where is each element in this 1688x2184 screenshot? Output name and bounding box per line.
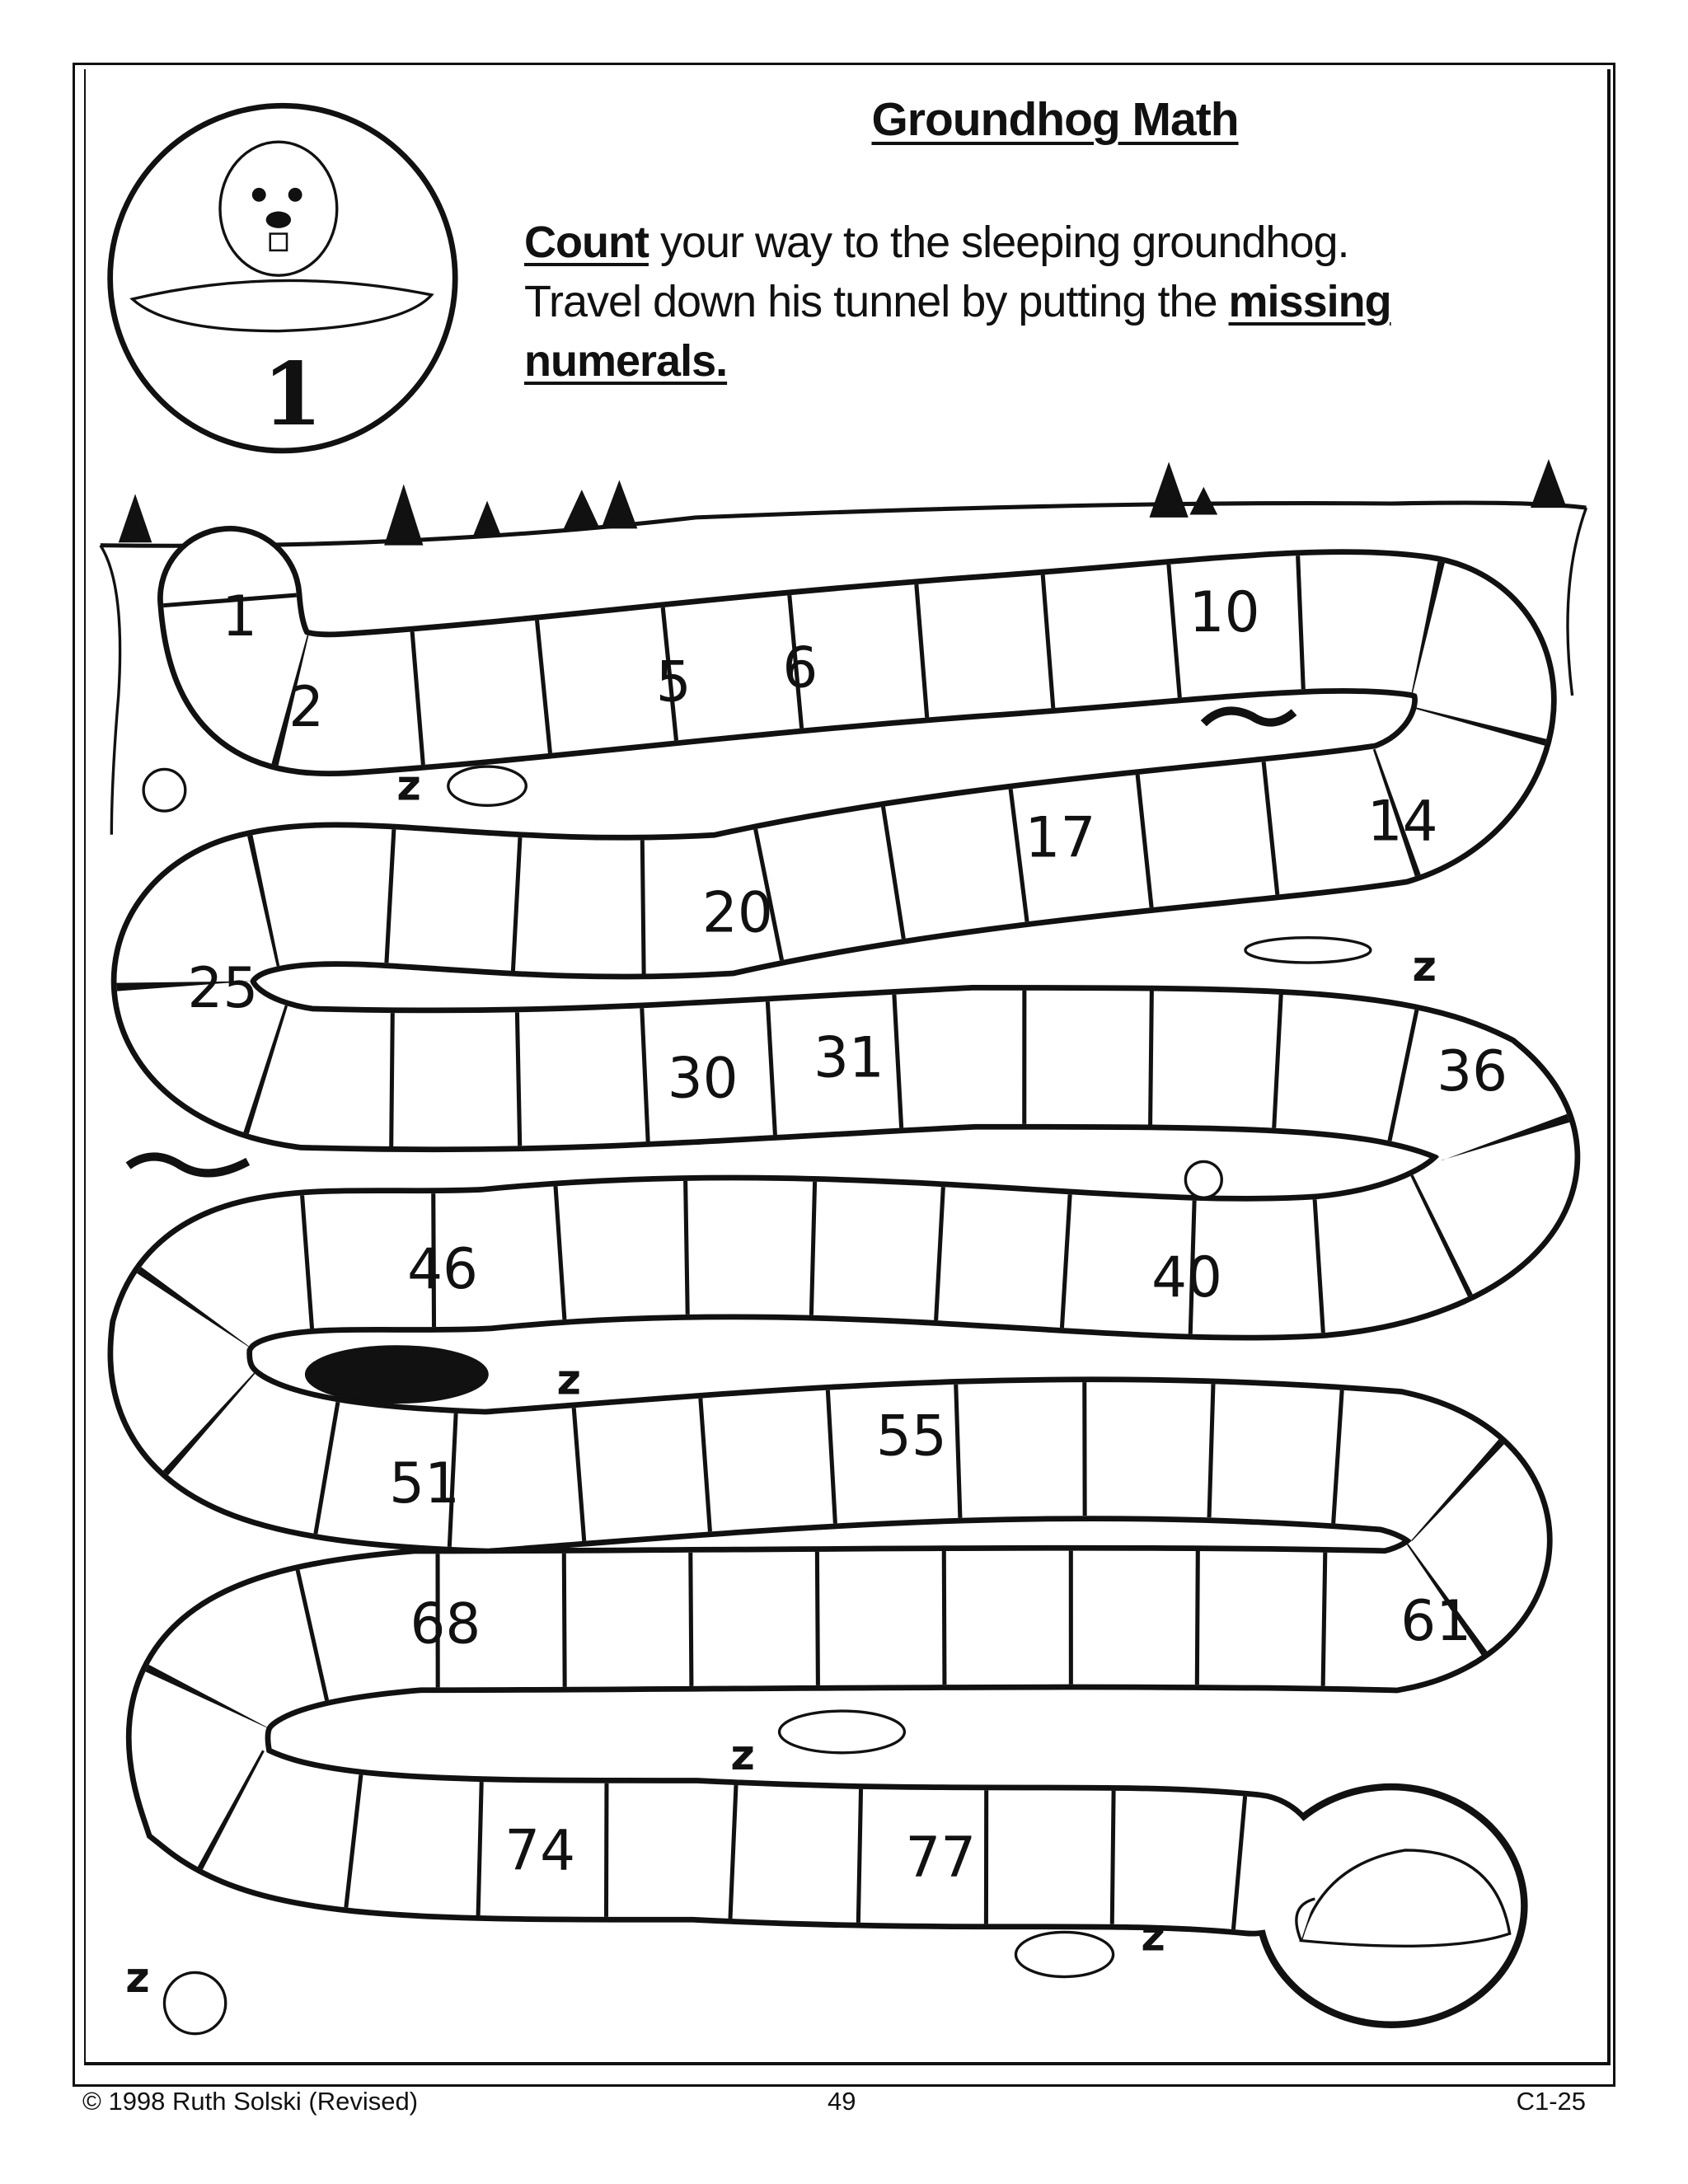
svg-text:z: z	[125, 1953, 150, 2003]
cell-number: 68	[410, 1591, 481, 1657]
cell-number: 17	[1025, 804, 1096, 870]
cell-number: 10	[1189, 579, 1260, 645]
rat-icon	[780, 1711, 905, 1753]
worksheet-title: Groundhog Math	[871, 93, 1239, 146]
svg-text:z: z	[556, 1355, 581, 1404]
cell-number: 31	[813, 1024, 884, 1090]
badge-number: 1	[262, 343, 323, 445]
cell-number: 55	[875, 1403, 947, 1469]
instruction-line2: Travel down his tunnel by putting the	[524, 277, 1229, 326]
cell-number: 14	[1367, 788, 1438, 854]
svg-text:z: z	[1412, 941, 1437, 991]
cell-number: 25	[187, 954, 259, 1020]
instruction-line1: your way to the sleeping groundhog.	[648, 218, 1349, 267]
snake-icon	[307, 1347, 487, 1403]
footer-copyright: © 1998 Ruth Solski (Revised)	[82, 2087, 419, 2116]
svg-text:z: z	[1141, 1911, 1165, 1961]
worm-icon	[1203, 711, 1294, 724]
cell-number: 2	[288, 673, 325, 739]
instructions	[524, 213, 1596, 391]
cell-number: 40	[1151, 1244, 1223, 1310]
lizard-icon	[1245, 938, 1371, 963]
cell-number: 36	[1437, 1038, 1508, 1104]
worm-icon	[129, 1156, 248, 1173]
cell-number: 77	[905, 1824, 977, 1890]
cell-number: 74	[504, 1817, 576, 1883]
svg-text:z: z	[730, 1731, 755, 1780]
cell-number: 5	[655, 649, 692, 715]
snail-icon	[143, 769, 185, 811]
footer-page-number: 49	[828, 2087, 856, 2116]
snail-icon	[1185, 1161, 1221, 1197]
cell-number: 1	[222, 583, 258, 649]
footer-code: C1-25	[1516, 2087, 1586, 2116]
frog-icon	[1015, 1932, 1113, 1976]
instruction-count-word: Count	[524, 218, 649, 267]
cell-number: 46	[407, 1235, 478, 1301]
cell-number: 61	[1400, 1587, 1472, 1653]
svg-text:z: z	[396, 761, 421, 810]
groundhog-badge	[110, 105, 456, 451]
cell-number: 6	[782, 635, 818, 701]
cell-number: 20	[701, 879, 773, 945]
groundhog-head-icon	[220, 142, 337, 275]
instruction-numerals-word: numerals.	[524, 336, 728, 386]
worm-in-hole-icon	[164, 1972, 225, 2033]
cell-number: 30	[667, 1045, 738, 1111]
instruction-missing-word: missing	[1228, 277, 1391, 326]
mouse-icon	[448, 766, 527, 805]
cell-number: 51	[389, 1450, 461, 1516]
tunnel-path	[180, 598, 1527, 2028]
